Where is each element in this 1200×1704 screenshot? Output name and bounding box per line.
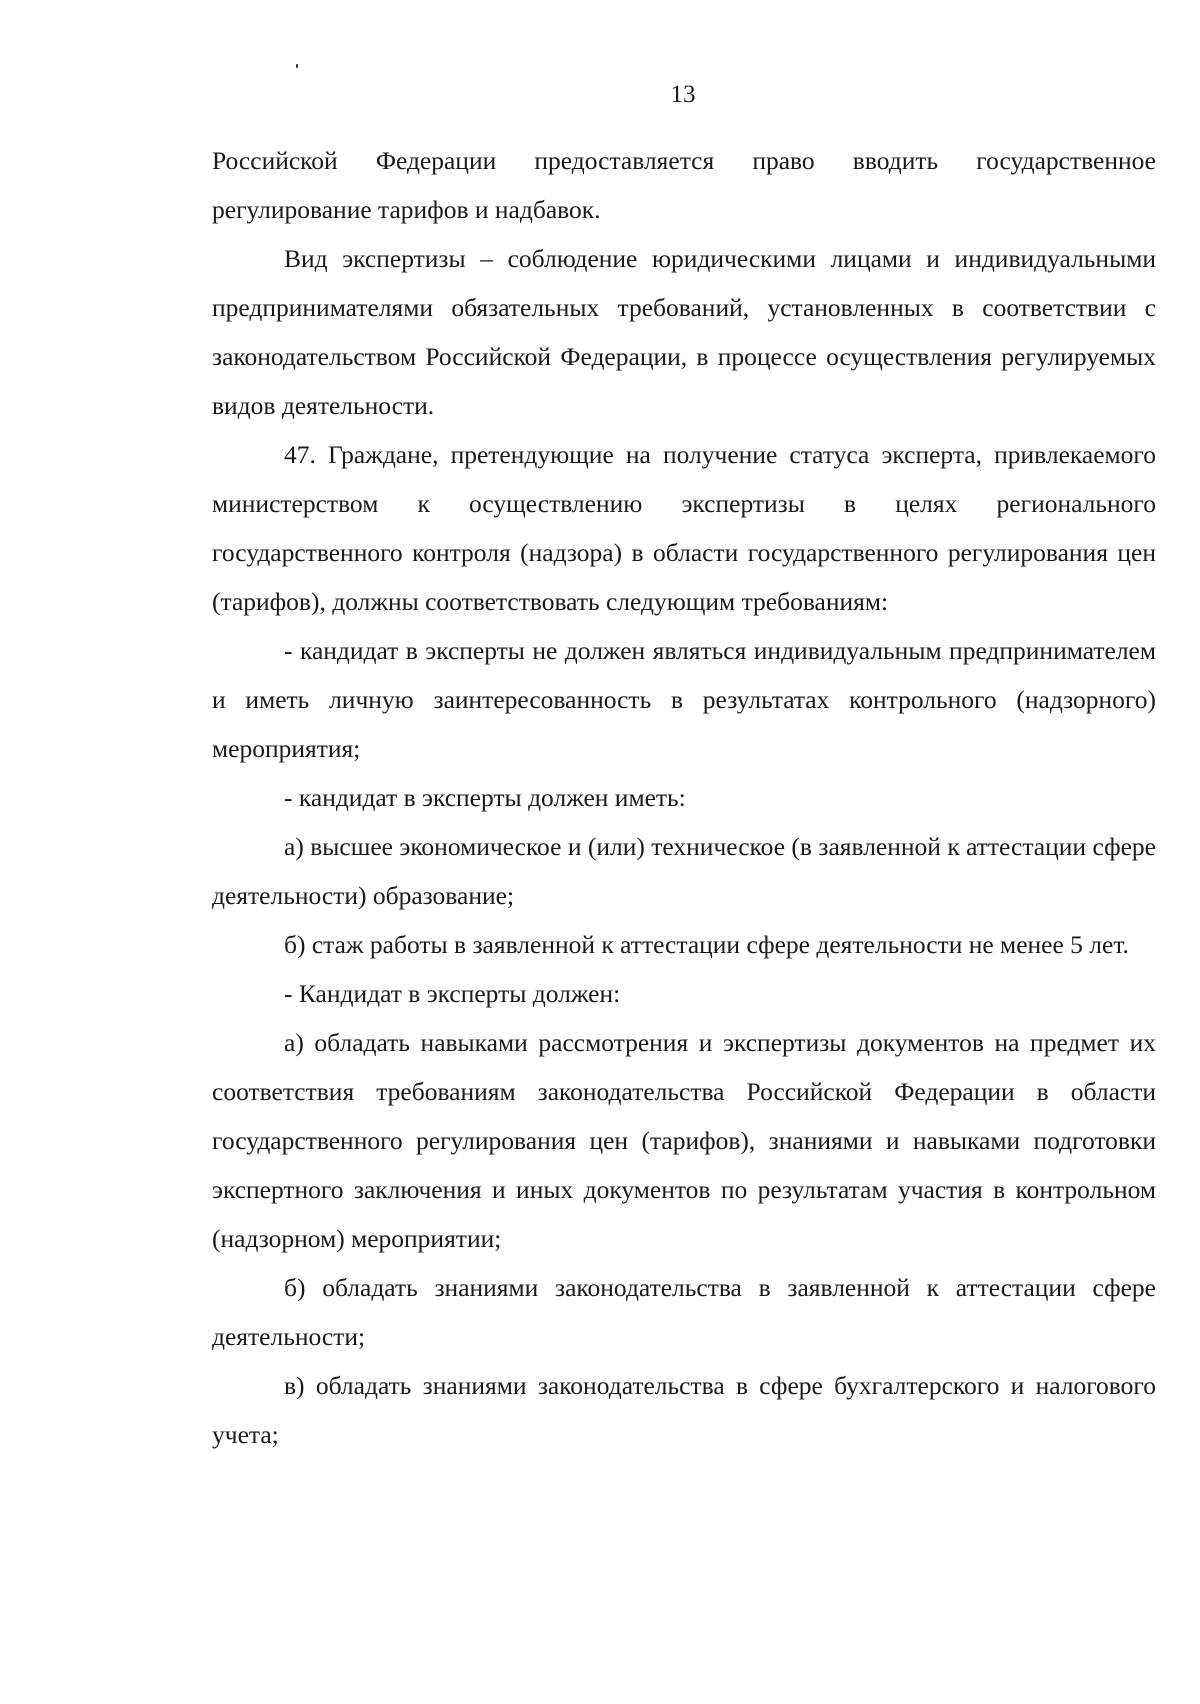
paragraph-accounting-knowledge: в) обладать знаниями законодательства в сфере бухгалтерского и налогового учета; [212,1371,1156,1449]
page-number: 13 [670,81,696,108]
paragraph-expertise-type: Вид экспертизы – соблюдение юридическими лицами и индивидуальными предпринимателями обязательных требований, установленных в соответствии с законодательством Российской Федерации, в процессе осуществления регулируемых видов деятельности. [212,244,1156,420]
paragraph-requirement-must-have: - кандидат в эксперты должен иметь: [284,783,686,812]
paragraph-item-47: 47. Граждане, претендующие на получение статуса эксперта, привлекаемого министерством к осуществлению экспертизы в целях регионального государственного контроля (надзора) в области государственного регулирования цен (тарифов), должны соответствовать следующим требованиям: [212,440,1156,616]
paragraph-legislation-knowledge: б) обладать знаниями законодательства в заявленной к аттестации сфере деятельности; [212,1273,1156,1351]
paragraph-work-experience: б) стаж работы в заявленной к аттестации сфере деятельности не менее 5 лет. [284,930,1129,959]
paragraph-higher-education: а) высшее экономическое и (или) техническое (в заявленной к аттестации сфере деятельности) образование; [212,832,1156,910]
paragraph-requirement-no-entrepreneur: - кандидат в эксперты не должен являться индивидуальным предпринимателем и иметь личную заинтересованность в результатах контрольного (надзорного) мероприятия; [212,636,1156,763]
paragraph-document-review-skills: а) обладать навыками рассмотрения и экспертизы документов на предмет их соответствия требованиям законодательства Российской Федерации в области государственного регулирования цен (тарифов), знаниями и навыками подготовки экспертного заключения и иных документов по результатам участия в контрольном (надзорном) мероприятии; [212,1028,1156,1253]
paragraph-requirement-must: - Кандидат в эксперты должен: [284,979,621,1008]
scan-speck [296,64,298,68]
paragraph-intro-continuation: Российской Федерации предоставляется право вводить государственное регулирование тарифов и надбавок. [212,146,1156,224]
document-body [212,136,1156,1459]
